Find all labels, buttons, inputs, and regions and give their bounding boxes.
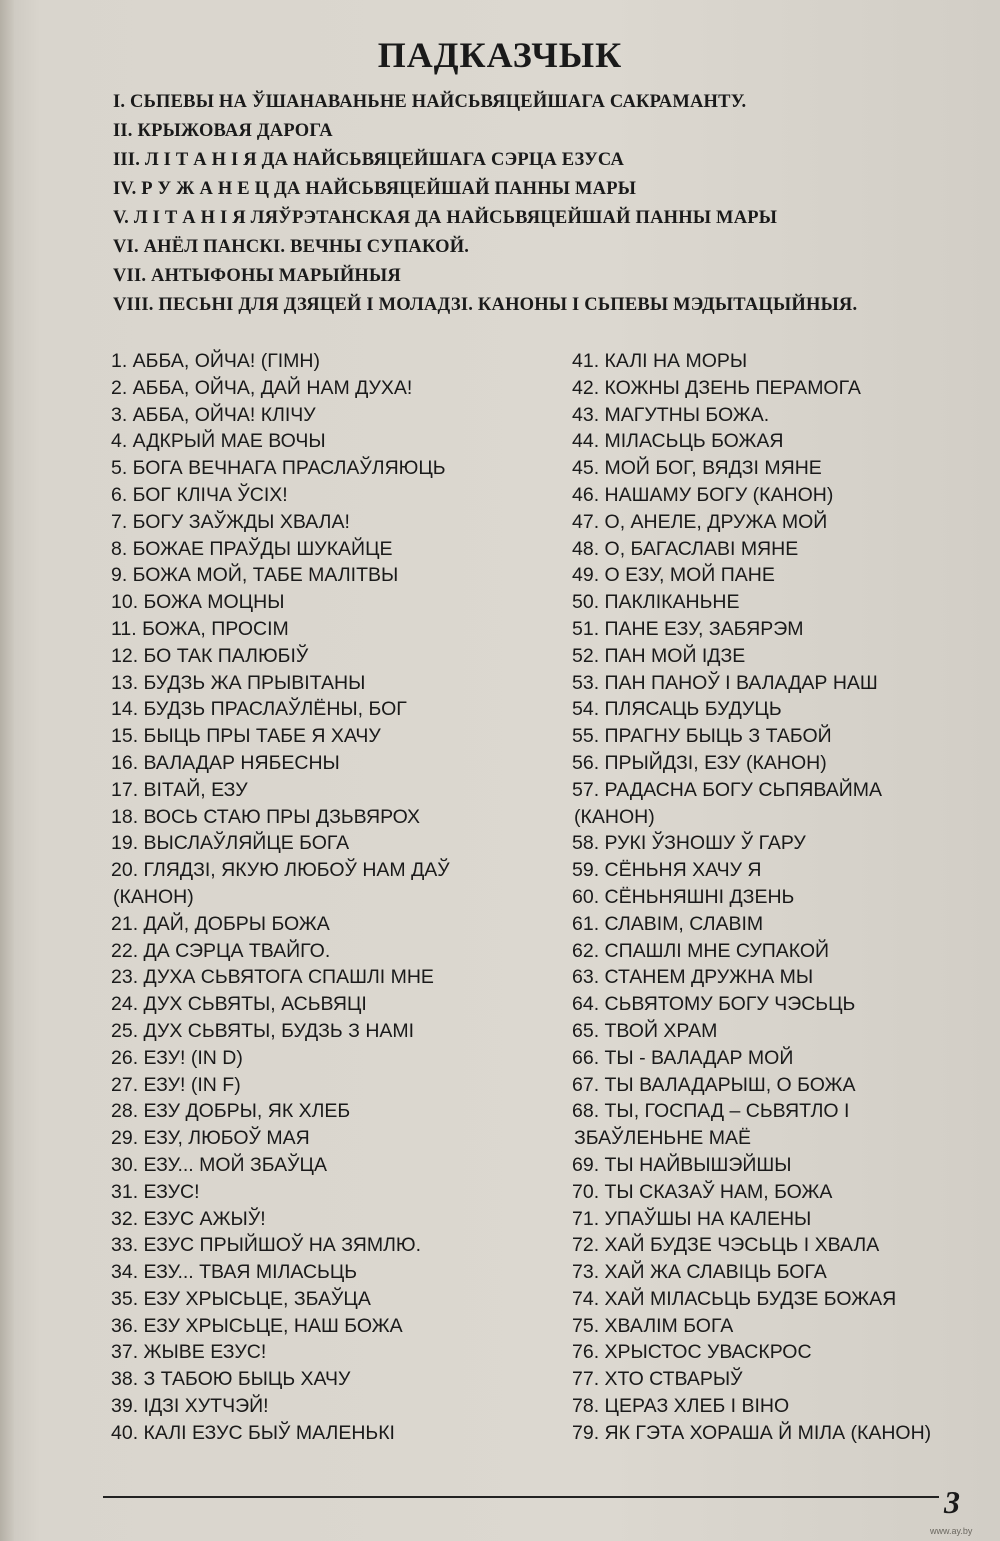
index-item: 26. ЕЗУ! (IN D) xyxy=(111,1046,243,1069)
section-item: VI. АНЁЛ ПАНСКІ. ВЕЧНЫ СУПАКОЙ. xyxy=(113,237,470,257)
index-item: 9. БОЖА МОЙ, ТАБЕ МАЛІТВЫ xyxy=(111,564,399,587)
index-item: 57. РАДАСНА БОГУ СЬПЯВАЙМА xyxy=(572,778,882,801)
index-item: 75. ХВАЛІМ БОГА xyxy=(572,1314,734,1337)
section-item: VIII. ПЕСЬНІ ДЛЯ ДЗЯЦЕЙ І МОЛАДЗІ. КАНОНЫ І СЬПЕВЫ МЭДЫТАЦЫЙНЫЯ. xyxy=(113,295,858,315)
index-item: 42. КОЖНЫ ДЗЕНЬ ПЕРАМОГА xyxy=(572,376,861,399)
index-item: 56. ПРЫЙДЗІ, ЕЗУ (КАНОН) xyxy=(572,751,827,774)
index-item: 13. БУДЗЬ ЖА ПРЫВІТАНЫ xyxy=(111,671,366,694)
index-item-continuation: (КАНОН) xyxy=(113,885,194,908)
index-item: 37. ЖЫВЕ ЕЗУС! xyxy=(111,1341,267,1364)
index-item: 55. ПРАГНУ БЫЦЬ З ТАБОЙ xyxy=(572,725,832,748)
index-item: 49. О ЕЗУ, МОЙ ПАНЕ xyxy=(572,564,775,587)
index-item: 69. ТЫ НАЙВЫШЭЙШЫ xyxy=(572,1153,792,1176)
index-item: 17. ВІТАЙ, ЕЗУ xyxy=(111,778,248,801)
index-item: 22. ДА СЭРЦА ТВАЙГО. xyxy=(111,939,331,962)
index-item: 58. РУКІ ЎЗНОШУ Ў ГАРУ xyxy=(572,832,806,855)
index-item: 23. ДУХА СЬВЯТОГА СПАШЛІ МНЕ xyxy=(111,966,434,989)
watermark: www.ay.by xyxy=(930,1526,973,1536)
index-item: 2. АББА, ОЙЧА, ДАЙ НАМ ДУХА! xyxy=(111,376,413,399)
index-item: 36. ЕЗУ ХРЫСЬЦЕ, НАШ БОЖА xyxy=(111,1314,403,1337)
index-item: 71. УПАЎШЫ НА КАЛЕНЫ xyxy=(572,1207,812,1230)
index-item: 14. БУДЗЬ ПРАСЛАЎЛЁНЫ, БОГ xyxy=(111,698,407,721)
index-item: 59. СЁНЬНЯ ХАЧУ Я xyxy=(572,859,762,882)
index-item: 73. ХАЙ ЖА СЛАВІЦЬ БОГА xyxy=(572,1261,827,1284)
index-item: 10. БОЖА МОЦНЫ xyxy=(111,591,285,614)
index-item: 8. БОЖАЕ ПРАЎДЫ ШУКАЙЦЕ xyxy=(111,537,393,560)
index-item: 21. ДАЙ, ДОБРЫ БОЖА xyxy=(111,912,330,935)
index-item: 18. ВОСЬ СТАЮ ПРЫ ДЗЬВЯРОХ xyxy=(111,805,420,828)
index-item: 79. ЯК ГЭТА ХОРАША Й МІЛА (КАНОН) xyxy=(572,1421,932,1444)
section-item: III. Л І Т А Н І Я ДА НАЙСЬВЯЦЕЙШАГА СЭРЦА ЕЗУСА xyxy=(113,150,625,170)
index-item: 11. БОЖА, ПРОСІМ xyxy=(111,617,289,640)
index-item: 51. ПАНЕ ЕЗУ, ЗАБЯРЭМ xyxy=(572,617,804,640)
section-list xyxy=(113,88,973,320)
index-item: 34. ЕЗУ... ТВАЯ МІЛАСЬЦЬ xyxy=(111,1261,358,1284)
index-item: 7. БОГУ ЗАЎЖДЫ ХВАЛА! xyxy=(111,510,350,533)
index-item: 68. ТЫ, ГОСПАД – СЬВЯТЛО І xyxy=(572,1100,850,1123)
index-item: 12. БО ТАК ПАЛЮБІЎ xyxy=(111,644,309,667)
index-item: 19. ВЫСЛАЎЛЯЙЦЕ БОГА xyxy=(111,832,350,855)
index-item: 54. ПЛЯСАЦЬ БУДУЦЬ xyxy=(572,698,782,721)
index-item: 38. З ТАБОЮ БЫЦЬ ХАЧУ xyxy=(111,1368,351,1391)
index-item: 65. ТВОЙ ХРАМ xyxy=(572,1019,718,1042)
index-item: 64. СЬВЯТОМУ БОГУ ЧЭСЬЦЬ xyxy=(572,993,856,1016)
index-column-left xyxy=(111,348,551,1447)
section-item: II. КРЫЖОВАЯ ДАРОГА xyxy=(113,121,333,141)
index-item: 35. ЕЗУ ХРЫСЬЦЕ, ЗБАЎЦА xyxy=(111,1287,371,1310)
index-item: 29. ЕЗУ, ЛЮБОЎ МАЯ xyxy=(111,1127,310,1150)
index-item: 33. ЕЗУС ПРЫЙШОЎ НА ЗЯМЛЮ. xyxy=(111,1234,422,1257)
index-item: 76. ХРЫСТОС УВАСКРОС xyxy=(572,1341,812,1364)
index-item: 72. ХАЙ БУДЗЕ ЧЭСЬЦЬ І ХВАЛА xyxy=(572,1234,880,1257)
index-column-right xyxy=(572,348,972,1447)
section-item: I. СЬПЕВЫ НА ЎШАНАВАНЬНЕ НАЙСЬВЯЦЕЙШАГА САКРАМАНТУ. xyxy=(113,92,747,112)
index-item: 70. ТЫ СКАЗАЎ НАМ, БОЖА xyxy=(572,1180,833,1203)
index-item: 25. ДУХ СЬВЯТЫ, БУДЗЬ З НАМІ xyxy=(111,1019,415,1042)
index-item: 66. ТЫ - ВАЛАДАР МОЙ xyxy=(572,1046,794,1069)
index-item: 46. НАШАМУ БОГУ (КАНОН) xyxy=(572,483,834,506)
index-item: 41. КАЛІ НА МОРЫ xyxy=(572,350,748,372)
index-item: 28. ЕЗУ ДОБРЫ, ЯК ХЛЕБ xyxy=(111,1100,351,1123)
index-item-continuation: (КАНОН) xyxy=(574,805,655,828)
index-item: 24. ДУХ СЬВЯТЫ, АСЬВЯЦІ xyxy=(111,993,367,1016)
index-item: 43. МАГУТНЫ БОЖА. xyxy=(572,403,770,426)
index-item: 44. МІЛАСЬЦЬ БОЖАЯ xyxy=(572,430,784,453)
index-item: 1. АББА, ОЙЧА! (ГІМН) xyxy=(111,350,321,372)
index-item: 5. БОГА ВЕЧНАГА ПРАСЛАЎЛЯЮЦЬ xyxy=(111,457,446,480)
index-item: 6. БОГ КЛІЧА ЎСІХ! xyxy=(111,483,288,506)
index-item: 78. ЦЕРАЗ ХЛЕБ І ВІНО xyxy=(572,1395,790,1418)
section-item: IV. Р У Ж А Н Е Ц ДА НАЙСЬВЯЦЕЙШАЙ ПАННЫ МАРЫ xyxy=(113,179,637,199)
index-item: 63. СТАНЕМ ДРУЖНА МЫ xyxy=(572,966,814,989)
index-item: 16. ВАЛАДАР НЯБЕСНЫ xyxy=(111,751,340,774)
page-number: 3 xyxy=(944,1484,960,1520)
index-item: 27. ЕЗУ! (IN F) xyxy=(111,1073,241,1096)
index-item: 39. ІДЗІ ХУТЧЭЙ! xyxy=(111,1395,269,1418)
index-item: 45. МОЙ БОГ, ВЯДЗІ МЯНЕ xyxy=(572,457,822,480)
index-item: 61. СЛАВІМ, СЛАВІМ xyxy=(572,912,764,935)
index-item-continuation: ЗБАЎЛЕНЬНЕ МАЁ xyxy=(574,1127,751,1150)
section-item: V. Л І Т А Н І Я ЛЯЎРЭТАНСКАЯ ДА НАЙСЬВЯЦЕЙШАЙ ПАННЫ МАРЫ xyxy=(113,208,778,228)
index-item: 67. ТЫ ВАЛАДАРЫШ, О БОЖА xyxy=(572,1073,856,1096)
index-item: 32. ЕЗУС АЖЫЎ! xyxy=(111,1207,266,1230)
page-spine xyxy=(0,0,14,1541)
page-title: ПАДКАЗЧЫК xyxy=(377,35,623,75)
index-item: 15. БЫЦЬ ПРЫ ТАБЕ Я ХАЧУ xyxy=(111,725,381,748)
index-item: 53. ПАН ПАНОЎ І ВАЛАДАР НАШ xyxy=(572,671,878,694)
index-item: 62. СПАШЛІ МНЕ СУПАКОЙ xyxy=(572,939,830,962)
index-item: 60. СЁНЬНЯШНІ ДЗЕНЬ xyxy=(572,885,795,908)
index-item: 50. ПАКЛІКАНЬНЕ xyxy=(572,591,740,614)
index-item: 47. О, АНЕЛЕ, ДРУЖА МОЙ xyxy=(572,510,828,533)
index-item: 31. ЕЗУС! xyxy=(111,1180,200,1203)
index-item: 30. ЕЗУ... МОЙ ЗБАЎЦА xyxy=(111,1153,327,1176)
index-item: 4. АДКРЫЙ МАЕ ВОЧЫ xyxy=(111,430,326,453)
index-item: 48. О, БАГАСЛАВІ МЯНЕ xyxy=(572,537,799,560)
index-item: 3. АББА, ОЙЧА! КЛІЧУ xyxy=(111,403,316,426)
section-item: VII. АНТЫФОНЫ МАРЫЙНЫЯ xyxy=(113,266,401,286)
index-item: 20. ГЛЯДЗІ, ЯКУЮ ЛЮБОЎ НАМ ДАЎ xyxy=(111,859,450,882)
index-item: 40. КАЛІ ЕЗУС БЫЎ МАЛЕНЬКІ xyxy=(111,1421,395,1444)
index-item: 52. ПАН МОЙ ІДЗЕ xyxy=(572,644,746,667)
index-item: 77. ХТО СТВАРЫЎ xyxy=(572,1368,743,1391)
index-item: 74. ХАЙ МІЛАСЬЦЬ БУДЗЕ БОЖАЯ xyxy=(572,1287,897,1310)
footer-rule xyxy=(103,1496,939,1498)
